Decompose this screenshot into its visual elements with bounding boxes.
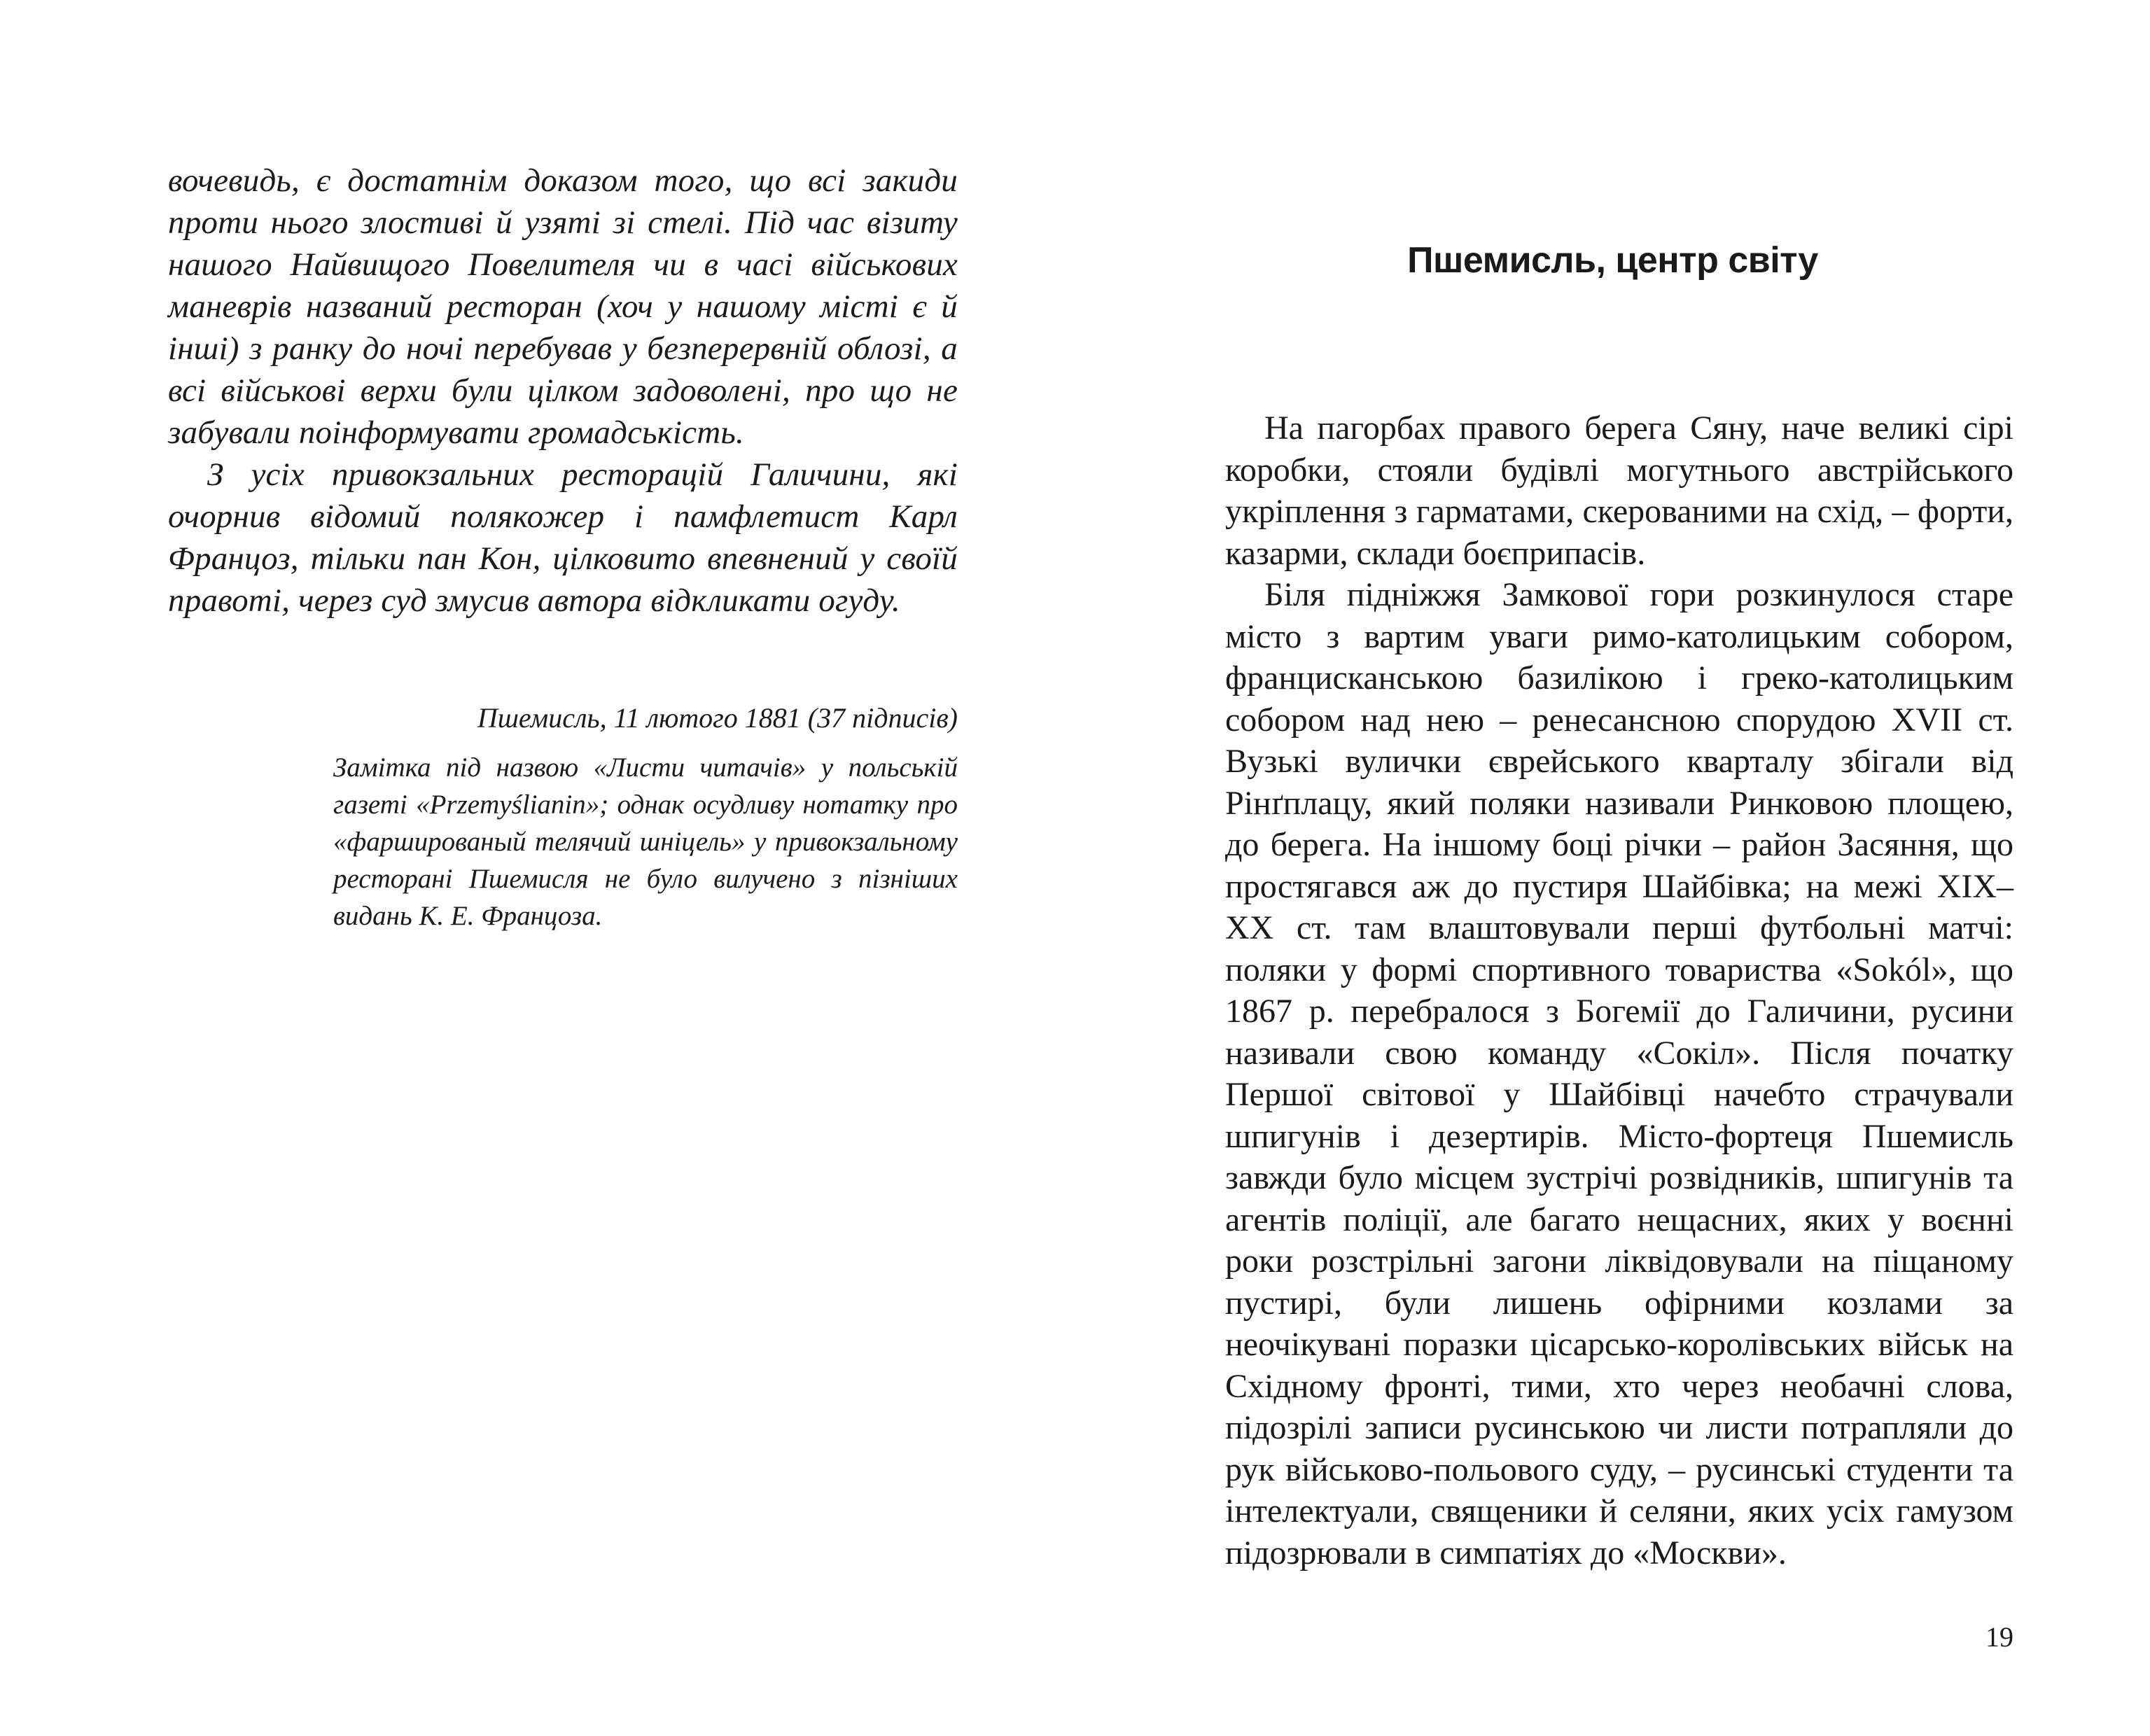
right-paragraph-1: На пагорбах правого берега Сяну, наче великі сірі коробки, стояли будівлі могутнього австрійського укріплення з гарматами, скерованими на схід, – форти, казарми, склади боєприпасів.	[1225, 410, 2013, 572]
chapter-title: Пшемисль, центр світу	[1407, 240, 1818, 281]
left-page-body	[168, 160, 958, 622]
left-paragraph-1: вочевидь, є достатнім доказом того, що всі закиди проти нього злостиві й узяті зі стелі. Під час візиту нашого Найвищого Повелителя чи в часі військових маневрів названий ресторан (хоч у нашому місті є й інші) з ранку до ночі перебував у безперервній облозі, а всі військові верхи були цілком задоволені, про що не забували поінформувати громадськість.	[168, 162, 958, 451]
right-paragraph-2: Біля підніжжя Замкової гори розкинулося старе місто з вартим уваги римо-католицьким собором, францисканською базилікою і греко-католицьким собором над нею – ренесансною спорудою XVII ст. Вузькі вулички єврейського кварталу збігали від Рінґплацу, який поляки називали Ринковою площею, до берега. На іншому боці річки – район Засяння, що простягався аж до пустиря Шайбівка; на межі XIX–XX ст. там влаштовували перші футбольні матчі: поляки у формі спортивного товариства «Sokól», що 1867 р. перебралося з Богемії до Галичини, русини називали свою команду «Сокіл». Після початку Першої світової у Шайбівці начебто страчували шпигунів і дезертирів. Місто-фортеця Пшемисль завжди було місцем зустрічі розвідників, шпигунів та агентів поліції, але багато нещасних, яких у воєнні роки розстрільні загони ліквідовували на піщаному пустирі, були лишень офірними козлами за неочікувані поразки цісарсько-королівських військ на Східному фронті, тими, хто через необачні слова, підозрілі записи русинською чи листи потрапляли до рук військово-польового суду, – русинські студенти та інтелектуали, священики й селяни, яких усіх гамузом підозрювали в симпатіях до «Москви».	[1225, 576, 2013, 1572]
right-page-body	[1225, 407, 2013, 1574]
page-number: 19	[1985, 1621, 2013, 1653]
letter-signature: Пшемисль, 11 лютого 1881 (37 підписів)	[477, 702, 958, 734]
left-paragraph-2: З усіх привокзальних ресторацій Галичини, які очорнив відомий полякожер і памфлетист Карл Францоз, тільки пан Кон, цілковито впевнений у своїй правоті, через суд змусив автора відкликати огуду.	[168, 456, 958, 619]
right-page	[1075, 0, 2150, 1736]
footnote: Замітка під назвою «Листи читачів» у польській газеті «Przemyślianin»; однак осудливу нотатку про «фаршированый телячий шніцель» у привокзальному ресторані Пшемисля не було вилучено з пізніших видань К. Е. Францоза.	[333, 752, 958, 931]
